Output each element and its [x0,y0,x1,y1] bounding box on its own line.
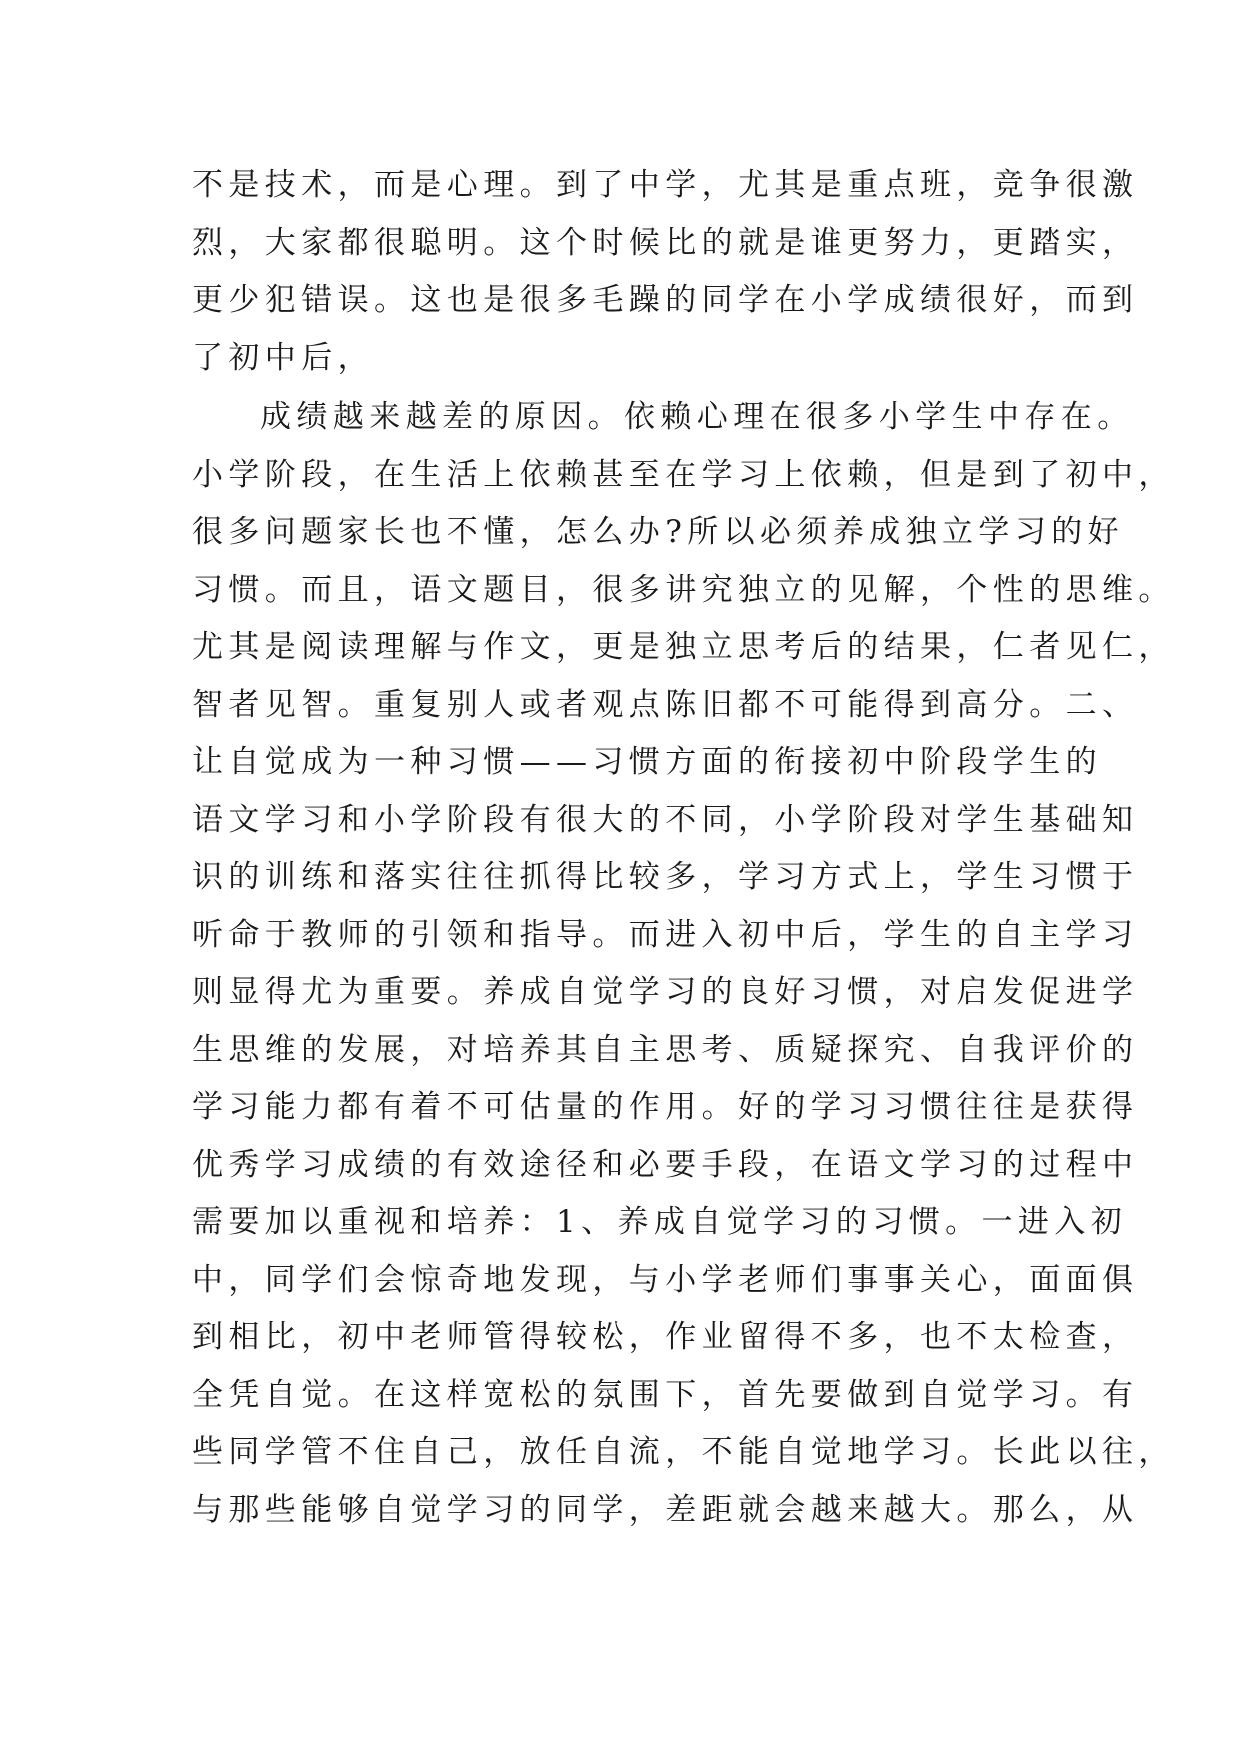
text-line: 让自觉成为一种习惯——习惯方面的衔接初中阶段学生的 [192,744,1102,780]
text-line: 全凭自觉。在这样宽松的氛围下，首先要做到自觉学习。有 [192,1376,1139,1413]
text-line: 些同学管不住自己，放任自流，不能自觉地学习。长此以往， [192,1434,1175,1470]
text-line: 很多问题家长也不懂，怎么办?所以必须养成独立学习的好 [192,514,1125,550]
text-line: 习惯。而且，语文题目，很多讲究独立的见解，个性的思维。 [192,571,1175,608]
text-line: 智者见智。重复别人或者观点陈旧都不可能得到高分。二、 [192,686,1139,723]
text-line: 听命于教师的引领和指导。而进入初中后，学生的自主学习 [192,916,1139,953]
text-line: 了初中后， [192,339,374,376]
text-line: 与那些能够自觉学习的同学，差距就会越来越大。那么，从 [192,1491,1139,1528]
paragraph-continuation [192,157,1139,387]
text-line: 到相比，初中老师管得较松，作业留得不多，也不太检查， [192,1319,1139,1355]
text-line: 则显得尤为重要。养成自觉学习的良好习惯，对启发促进学 [192,974,1139,1010]
paragraph-main [192,389,1175,1539]
text-line: 学习能力都有着不可估量的作用。好的学习习惯往往是获得 [192,1089,1139,1125]
text-line: 需要加以重视和培养：1、养成自觉学习的习惯。一进入初 [192,1204,1128,1240]
text-line: 烈，大家都很聪明。这个时候比的就是谁更努力，更踏实， [192,224,1139,261]
text-line: 更少犯错误。这也是很多毛躁的同学在小学成绩很好，而到 [192,282,1139,318]
text-line: 尤其是阅读理解与作文，更是独立思考后的结果，仁者见仁， [192,629,1175,665]
text-line: 识的训练和落实往往抓得比较多，学习方式上，学生习惯于 [192,859,1139,895]
text-line: 优秀学习成绩的有效途径和必要手段，在语文学习的过程中 [192,1146,1139,1183]
text-line: 不是技术，而是心理。到了中学，尤其是重点班，竞争很激 [192,167,1139,203]
text-line: 语文学习和小学阶段有很大的不同，小学阶段对学生基础知 [192,801,1139,838]
text-line: 生思维的发展，对培养其自主思考、质疑探究、自我评价的 [192,1031,1139,1068]
text-line: 小学阶段，在生活上依赖甚至在学习上依赖，但是到了初中， [192,456,1175,493]
text-line-indented: 成绩越来越差的原因。依赖心理在很多小学生中存在。 [260,399,1134,435]
text-line: 中，同学们会惊奇地发现，与小学老师们事事关心，面面俱 [192,1261,1139,1298]
